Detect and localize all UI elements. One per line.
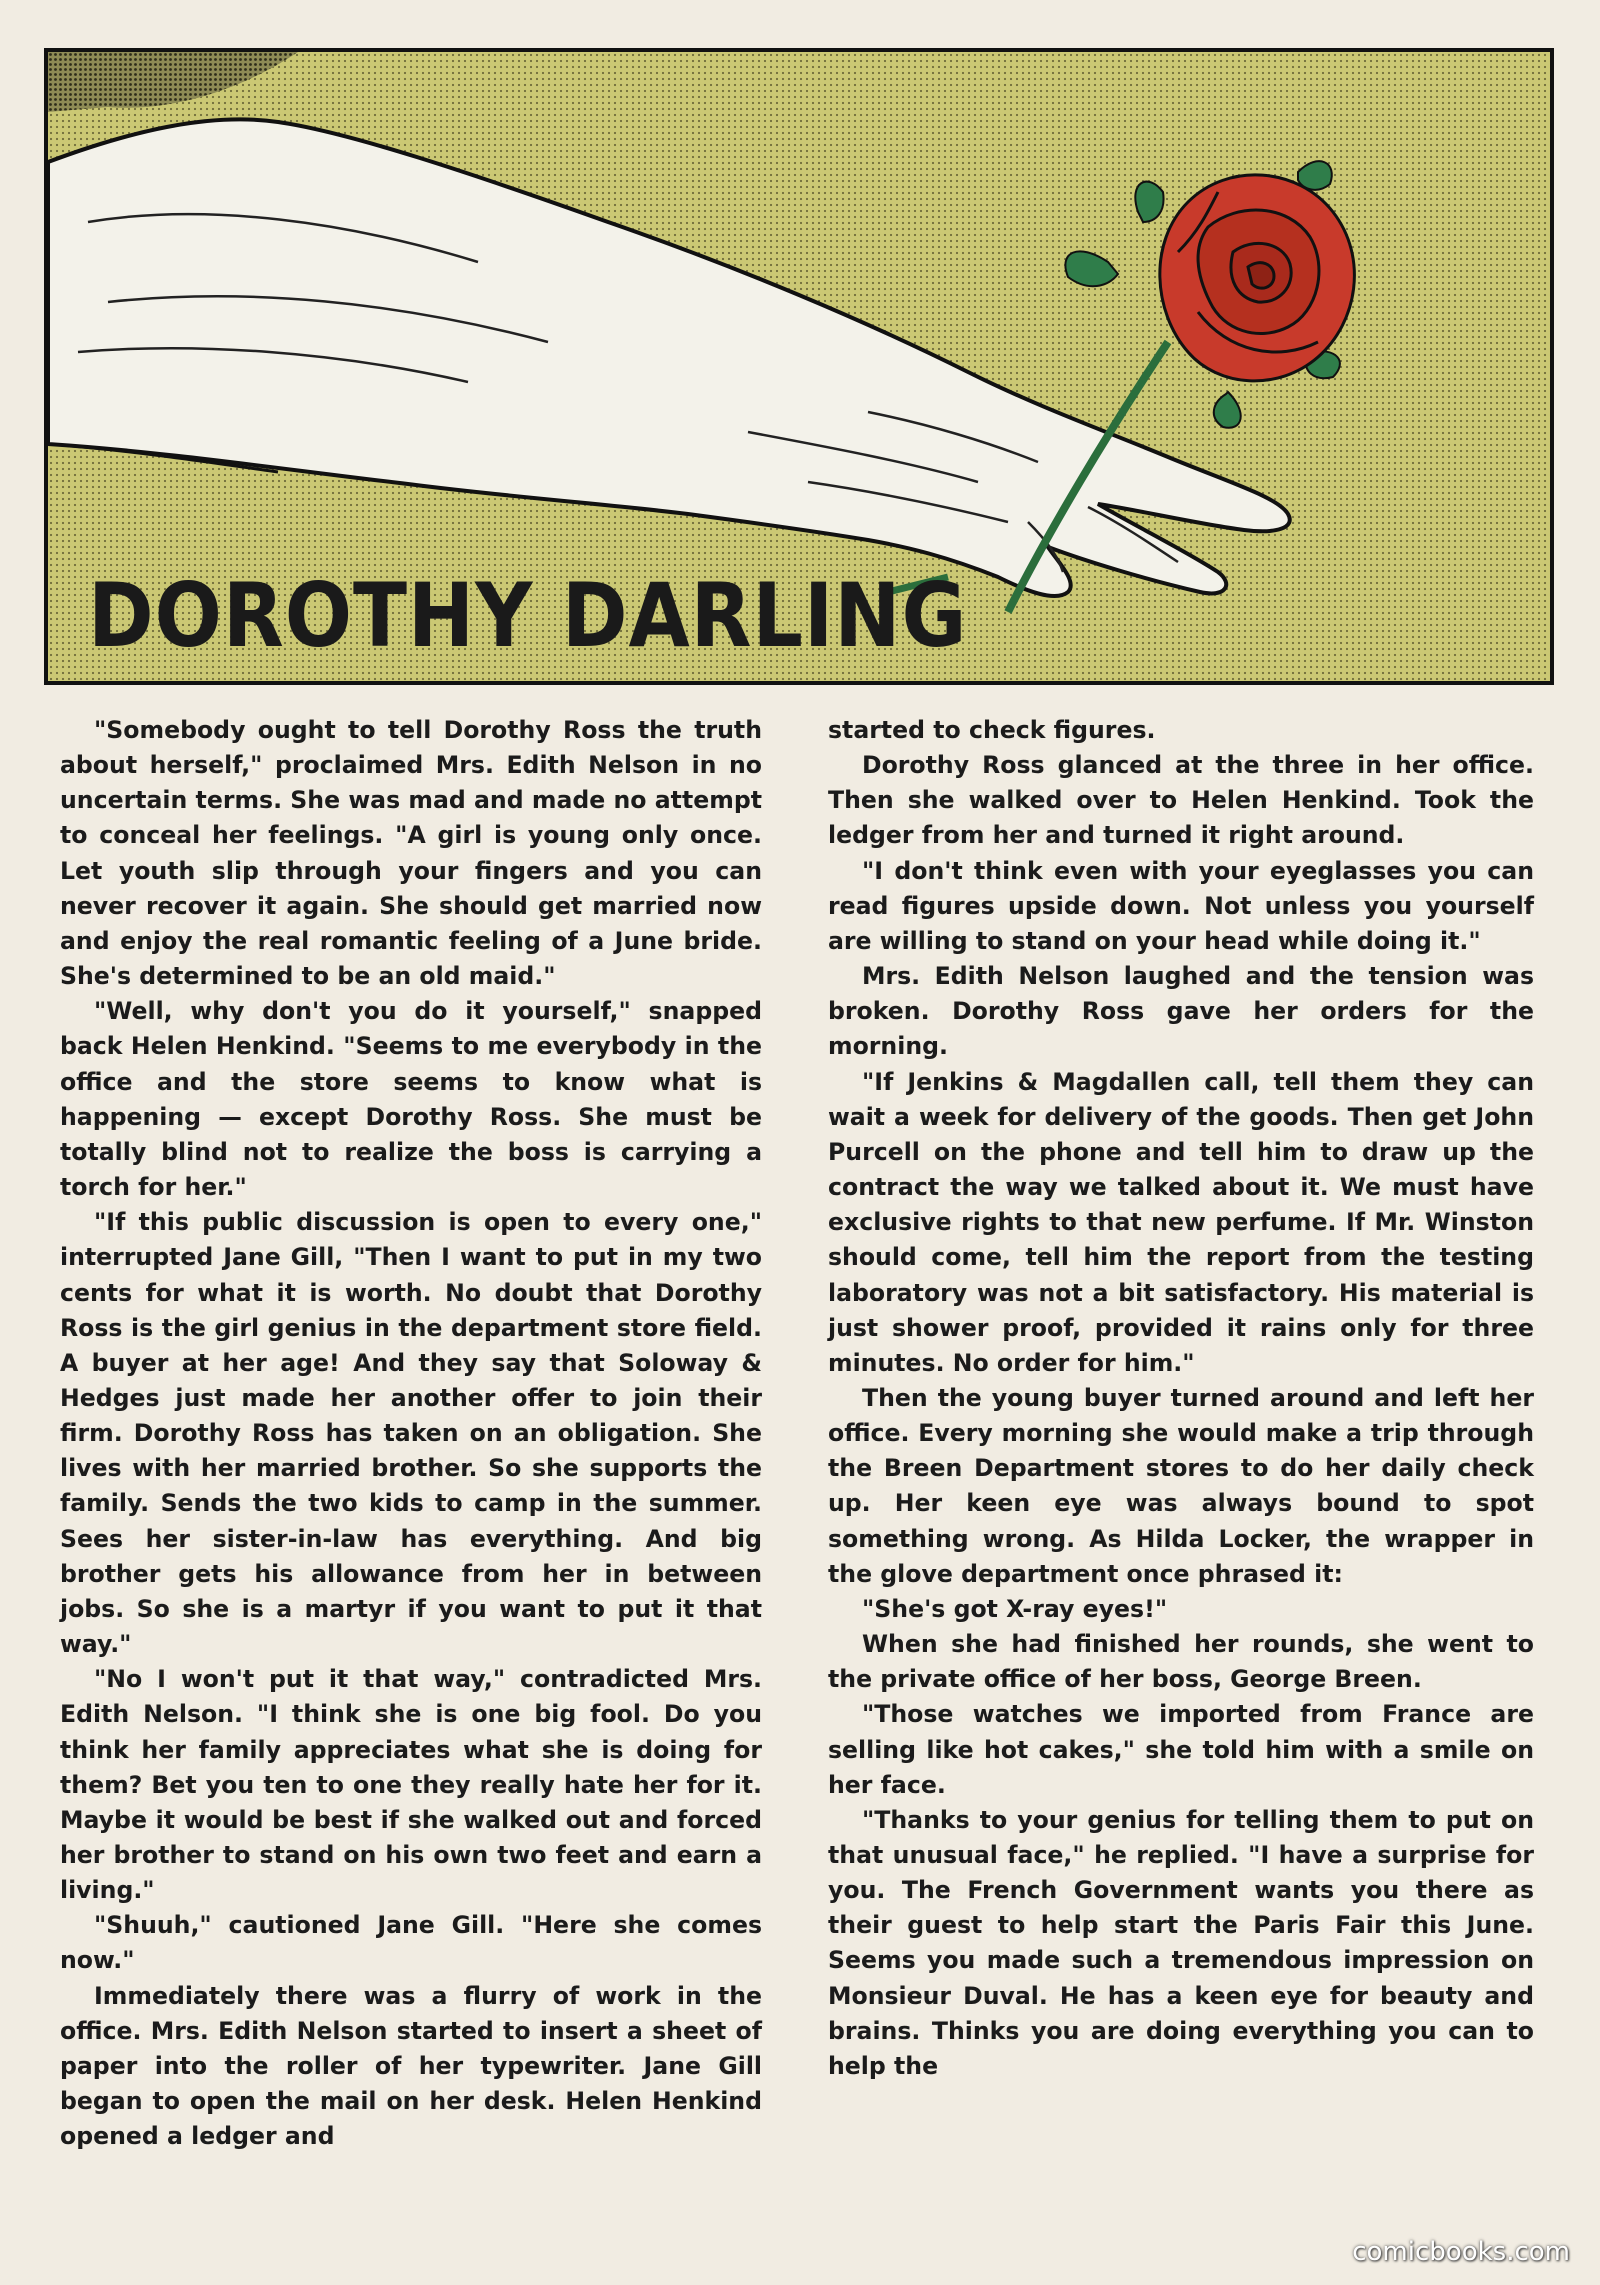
paragraph: Mrs. Edith Nelson laughed and the tension was broken. Dorothy Ross gave her orders for the morning. — [828, 962, 1534, 1061]
text-column-left — [60, 713, 762, 2154]
paragraph-continued: started to check figures. — [828, 716, 1156, 744]
paragraph: "If Jenkins & Magdallen call, tell them they can wait a week for delivery of the goods. Then get John Purcell on the phone and tell him to draw up the contract the way we talked about it. We must have exclusive rights to that new perfume. If Mr. Winston should come, tell him the report from the testing laboratory was not a bit satisfactory. His material is just shower proof, provided it rains only for three minutes. No order for him." — [828, 1067, 1534, 1377]
text-column-right — [828, 713, 1534, 2084]
story-title: DOROTHY DARLING — [88, 564, 968, 667]
watermark: comicbooks.com — [1352, 2237, 1570, 2267]
paragraph: "Well, why don't you do it yourself," snapped back Helen Henkind. "Seems to me everybody in the office and the store seems to know what is happening — except Dorothy Ross. She must be totally blind not to realize the boss is carrying a torch for her." — [60, 997, 762, 1202]
paragraph: Dorothy Ross glanced at the three in her office. Then she walked over to Helen Henkind. Took the ledger from her and turned it right around. — [828, 751, 1534, 850]
paragraph: Then the young buyer turned around and left her office. Every morning she would make a trip through the Breen Department stores to do her daily check up. Her keen eye was always bound to spot something wrong. As Hilda Locker, the wrapper in the glove department once phrased it: — [828, 1383, 1534, 1588]
paragraph: "Shuuh," cautioned Jane Gill. "Here she comes now." — [60, 1911, 762, 1975]
paragraph: "Somebody ought to tell Dorothy Ross the truth about herself," proclaimed Mrs. Edith Nelson in no uncertain terms. She was mad and made no attempt to conceal her feelings. "A girl is young only once. Let youth slip through your fingers and you can never recover it again. She should get married now and enjoy the real romantic feeling of a June bride. She's determined to be an old maid." — [60, 716, 762, 991]
paragraph: "I don't think even with your eyeglasses you can read figures upside down. Not unless you yourself are willing to stand on your head while doing it." — [828, 856, 1534, 955]
paragraph: "If this public discussion is open to every one," interrupted Jane Gill, "Then I want to put in my two cents for what it is worth. No doubt that Dorothy Ross is the girl genius in the department store field. A buyer at her age! And they say that Soloway & Hedges just made her another offer to join their firm. Dorothy Ross has taken on an obligation. She lives with her married brother. So she supports the family. Sends the two kids to camp in the summer. Sees her sister-in-law has everything. And big brother gets his allowance from her in between jobs. So she is a martyr if you want to put it that way." — [60, 1208, 762, 1659]
paragraph: "Those watches we imported from France are selling like hot cakes," she told him with a smile on her face. — [828, 1700, 1534, 1799]
title-panel — [44, 48, 1554, 685]
paragraph: "She's got X-ray eyes!" — [862, 1594, 1168, 1623]
paragraph: When she had finished her rounds, she went to the private office of her boss, George Breen. — [828, 1630, 1534, 1694]
paragraph: "No I won't put it that way," contradicted Mrs. Edith Nelson. "I think she is one big fool. Do you think her family appreciates what she is doing for them? Bet you ten to one they really hate her for it. Maybe it would be best if she walked out and forced her brother to stand on his own two feet and earn a living." — [60, 1665, 762, 1905]
paragraph: Immediately there was a flurry of work in the office. Mrs. Edith Nelson started to insert a sheet of paper into the roller of her typewriter. Jane Gill began to open the mail on her desk. Helen Henkind opened a ledger and — [60, 1981, 762, 2151]
paragraph: "Thanks to your genius for telling them to put on that unusual face," he replied. "I have a surprise for you. The French Government wants you there as their guest to help start the Paris Fair this June. Seems you made such a tremendous impression on Monsieur Duval. He has a keen eye for beauty and brains. Thinks you are doing everything you can to help the — [828, 1805, 1534, 2080]
rose-icon — [1160, 175, 1355, 381]
